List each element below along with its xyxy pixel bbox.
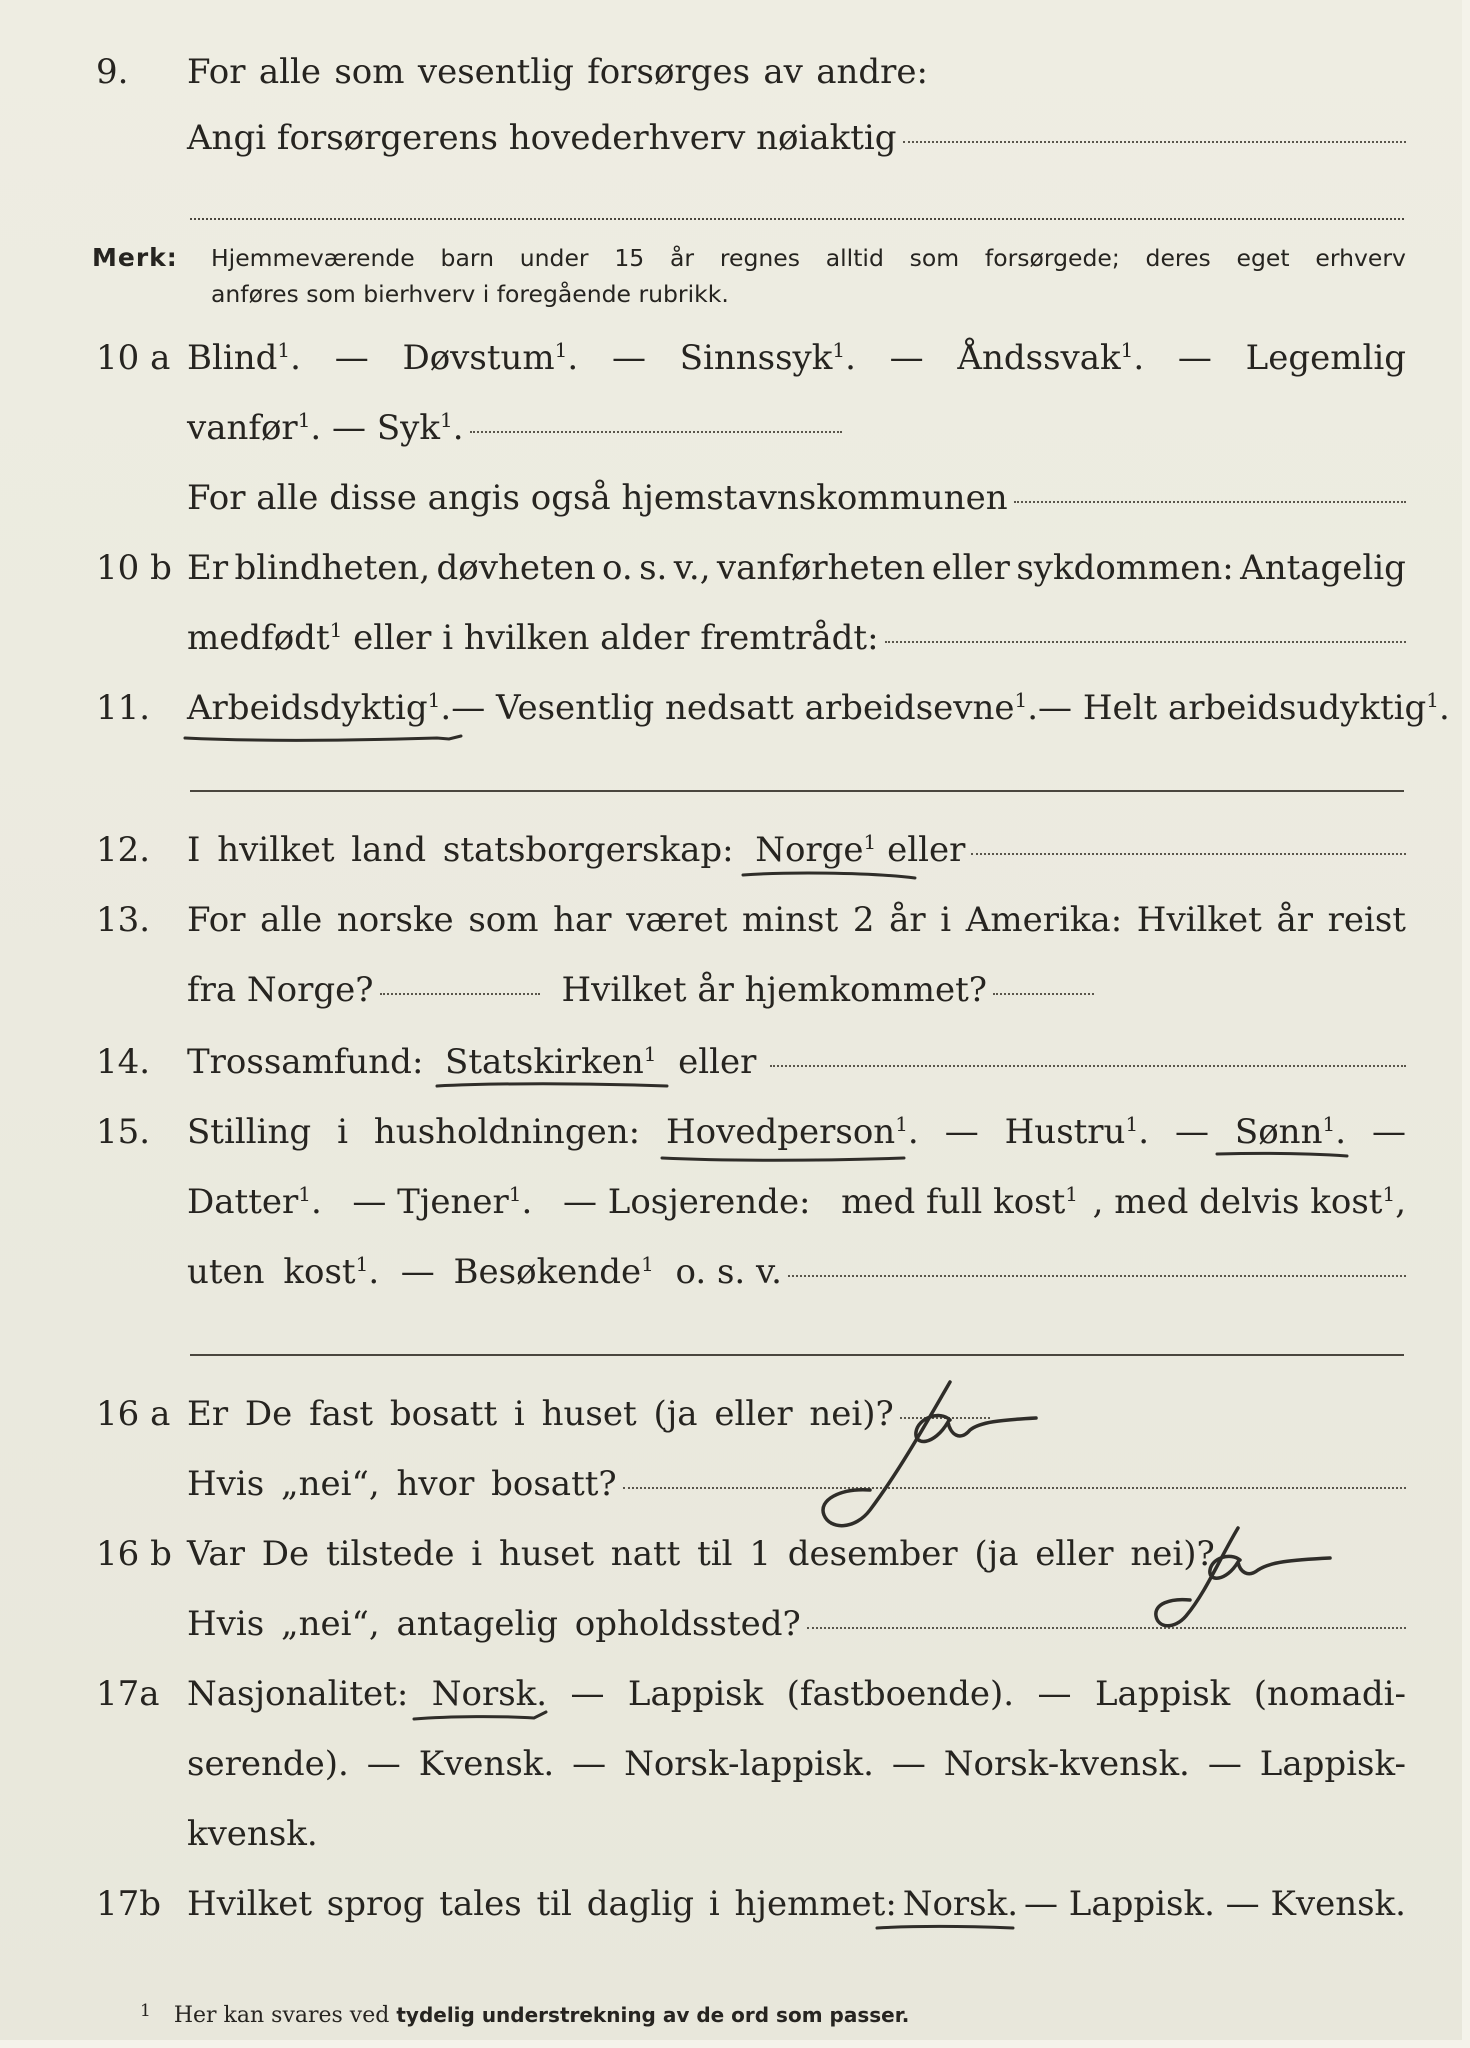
word: v., bbox=[673, 548, 711, 588]
question-15-line-2 bbox=[187, 1180, 1406, 1224]
word: o. bbox=[602, 548, 633, 588]
word: s. bbox=[639, 548, 668, 588]
question-17b-prompt: Hvilket sprog tales til daglig i hjemmet: bbox=[187, 1884, 897, 1924]
answer-field-10b[interactable] bbox=[885, 641, 1406, 643]
word: deres bbox=[1145, 244, 1211, 272]
word: år bbox=[670, 244, 695, 272]
answer-field-10a-hjemstavn[interactable] bbox=[1014, 501, 1406, 503]
merk-text-line-2: anføres som bierhverv i foregående rubrikk. bbox=[211, 280, 729, 308]
word: Amerika: bbox=[965, 900, 1123, 940]
word: — bbox=[889, 338, 924, 378]
word: norske bbox=[336, 900, 454, 940]
footnote-lead: Her kan svares ved bbox=[173, 2003, 390, 2028]
answer-field-15[interactable] bbox=[788, 1275, 1406, 1277]
word: vanførheten bbox=[716, 548, 926, 588]
word: — bbox=[366, 1744, 401, 1784]
option-lappisk-nomadiserende[interactable]: Lappisk bbox=[1094, 1674, 1231, 1714]
question-16a-bosatt-prompt: Hvis „nei“, hvor bosatt? bbox=[187, 1464, 617, 1504]
option-lappisk-kvensk-sprog: — Lappisk. — Kvensk. bbox=[1023, 1884, 1406, 1924]
question-14-line bbox=[187, 1040, 1406, 1084]
question-15-number: 15. bbox=[96, 1112, 151, 1152]
answer-field-13-hjemkommet[interactable] bbox=[993, 993, 1094, 995]
option-lappisk-fastboende[interactable]: Lappisk bbox=[627, 1674, 764, 1714]
question-9-line-2 bbox=[187, 116, 1406, 160]
word: — bbox=[1177, 338, 1212, 378]
question-12-line bbox=[187, 828, 1406, 872]
word: andre: bbox=[816, 52, 928, 92]
word: år bbox=[1276, 900, 1313, 940]
word: Blind$^1$. bbox=[187, 338, 301, 378]
option-arbeidsdyktig[interactable]: Arbeidsdyktig$^1$. bbox=[187, 686, 451, 730]
word: forsørgede; bbox=[984, 244, 1120, 272]
word: Er bbox=[187, 548, 229, 588]
word: reist bbox=[1327, 900, 1406, 940]
word: forsørges bbox=[587, 52, 751, 92]
word: som bbox=[468, 900, 539, 940]
answer-field-14[interactable] bbox=[770, 1065, 1406, 1067]
word: Hjemmeværende bbox=[211, 244, 415, 272]
option-hustru[interactable]: Hustru$^1$. bbox=[1004, 1112, 1149, 1152]
word: Norsk-kvensk. bbox=[943, 1744, 1190, 1784]
word: som bbox=[909, 244, 960, 272]
question-11-number: 11. bbox=[96, 688, 151, 728]
option-full-kost[interactable]: med full kost$^1$ bbox=[841, 1182, 1079, 1222]
question-15-line-3 bbox=[187, 1250, 1406, 1294]
word: i bbox=[940, 900, 952, 940]
word: — bbox=[611, 338, 646, 378]
question-16b-line-1 bbox=[187, 1532, 1215, 1576]
question-10a-number: 10 a bbox=[96, 338, 171, 378]
word: været bbox=[626, 900, 728, 940]
question-10b-number: 10 b bbox=[96, 548, 172, 588]
word: 2 bbox=[852, 900, 875, 940]
word: 15 bbox=[614, 244, 645, 272]
word: For bbox=[187, 900, 246, 940]
question-13-number: 13. bbox=[96, 900, 151, 940]
option-losjerende: — Losjerende: bbox=[562, 1182, 811, 1222]
answer-line-9-extra[interactable] bbox=[190, 218, 1404, 220]
merk-text-line-1 bbox=[211, 240, 1406, 276]
question-16b-prompt: Var De tilstede i huset natt til 1 desember (ja eller nei)? bbox=[187, 1534, 1215, 1574]
word: Antagelig bbox=[1240, 548, 1406, 588]
option-norsk-nasjonalitet[interactable]: Norsk. bbox=[432, 1672, 547, 1716]
question-16b-number: 16 b bbox=[96, 1534, 172, 1574]
answer-field-13-reist[interactable] bbox=[380, 993, 540, 995]
word: alltid bbox=[825, 244, 884, 272]
option-helt-arbeidsudyktig[interactable]: — Helt arbeidsudyktig$^1$. bbox=[1038, 688, 1450, 728]
word: — bbox=[1207, 1744, 1242, 1784]
question-16a-prompt: Er De fast bosatt i huset (ja eller nei)? bbox=[187, 1394, 894, 1434]
option-hovedperson[interactable]: Hovedperson$^1$. bbox=[666, 1110, 919, 1154]
word: som bbox=[334, 52, 405, 92]
question-15-osv: o. s. v. bbox=[675, 1252, 782, 1292]
answer-field-16b-opholdssted[interactable] bbox=[807, 1627, 1406, 1629]
question-13-line-2 bbox=[187, 968, 1094, 1012]
word: For bbox=[187, 52, 246, 92]
word: Lappisk- bbox=[1259, 1744, 1406, 1784]
answer-field-16a[interactable] bbox=[900, 1417, 990, 1419]
question-16a-line-2 bbox=[187, 1462, 1406, 1506]
answer-field-9[interactable] bbox=[903, 141, 1406, 143]
word: erhverv bbox=[1315, 244, 1406, 272]
word: har bbox=[553, 900, 612, 940]
question-10a-line-3 bbox=[187, 476, 1406, 520]
question-13-hjemkommet-prompt: Hvilket år hjemkommet? bbox=[561, 970, 988, 1010]
question-17a-line-1: Nasjonalitet: Norsk. — Lappisk (fastboende). — Lappisk (nomadi- bbox=[187, 1672, 1406, 1716]
page-edge-right bbox=[1462, 0, 1470, 2048]
question-17a-number: 17a bbox=[96, 1674, 160, 1714]
word: eget bbox=[1236, 244, 1290, 272]
question-9-number: 9. bbox=[96, 52, 129, 92]
question-16a-number: 16 a bbox=[96, 1394, 171, 1434]
question-13-line-1 bbox=[187, 898, 1406, 942]
question-14-eller: eller bbox=[678, 1042, 757, 1082]
question-12-number: 12. bbox=[96, 830, 151, 870]
option-vesentlig-nedsatt[interactable]: — Vesentlig nedsatt arbeidsevne$^1$. bbox=[451, 688, 1039, 728]
word: alle bbox=[258, 52, 321, 92]
word: blindheten, bbox=[234, 548, 431, 588]
question-17b-line bbox=[187, 1882, 1406, 1926]
question-16b-opholdssted-prompt: Hvis „nei“, antagelig opholdssted? bbox=[187, 1604, 801, 1644]
word: Norsk-lappisk. bbox=[624, 1744, 874, 1784]
footnote-bold: tydelig understrekning av de ord som passer. bbox=[396, 2003, 910, 2027]
word: av bbox=[763, 52, 803, 92]
answer-line-11[interactable] bbox=[190, 790, 1404, 792]
footnote bbox=[140, 1996, 909, 2031]
word: Legemlig bbox=[1245, 338, 1406, 378]
option-vanfor[interactable]: vanfør$^1$. bbox=[187, 408, 322, 448]
word: Sinnssyk$^1$. bbox=[679, 338, 856, 378]
question-10b-prompt: eller i hvilken alder fremtrådt: bbox=[353, 618, 879, 658]
option-uten-kost[interactable]: uten kost$^1$. bbox=[187, 1252, 380, 1292]
word: alle bbox=[260, 900, 323, 940]
word: barn bbox=[440, 244, 494, 272]
option-besokende[interactable]: — Besøkende$^1$ bbox=[400, 1252, 654, 1292]
word: Hvilket bbox=[1136, 900, 1262, 940]
question-17b-number: 17b bbox=[96, 1884, 162, 1924]
option-norsk-sprog[interactable]: Norsk. bbox=[903, 1882, 1018, 1926]
question-9-prompt: Angi forsørgerens hovederhverv nøiaktig bbox=[187, 118, 897, 158]
answer-field-12[interactable] bbox=[971, 853, 1406, 855]
word: år bbox=[889, 900, 926, 940]
merk-label: Merk: bbox=[92, 243, 178, 272]
word: minst bbox=[742, 900, 839, 940]
word: Åndssvak$^1$. bbox=[957, 338, 1145, 378]
word: — bbox=[334, 338, 369, 378]
option-sonn[interactable]: Sønn$^1$. bbox=[1235, 1110, 1346, 1154]
question-17a-line-2 bbox=[187, 1742, 1406, 1786]
question-16a-line-1 bbox=[187, 1392, 990, 1436]
question-10b-line-1 bbox=[187, 546, 1406, 590]
option-delvis-kost[interactable]: , med delvis kost$^1$, bbox=[1092, 1182, 1406, 1222]
word: Døvstum$^1$. bbox=[402, 338, 579, 378]
option-statskirken[interactable]: Statskirken$^1$ bbox=[445, 1040, 656, 1084]
question-10a-hjemstavn-prompt: For alle disse angis også hjemstavnskommunen bbox=[187, 478, 1008, 518]
footnote-mark: 1 bbox=[140, 2001, 151, 2021]
question-10b-line-2 bbox=[187, 616, 1406, 660]
question-14-prompt: Trossamfund: bbox=[187, 1042, 424, 1082]
word: — bbox=[891, 1744, 926, 1784]
question-9-line-1 bbox=[187, 50, 928, 94]
word: sykdommen: bbox=[1016, 548, 1234, 588]
question-16b-line-2 bbox=[187, 1602, 1406, 1646]
option-datter[interactable]: Datter$^1$. bbox=[187, 1182, 322, 1222]
word: under bbox=[519, 244, 589, 272]
question-17a-line-3 bbox=[187, 1812, 1406, 1856]
question-14-number: 14. bbox=[96, 1042, 151, 1082]
question-13-reist-prompt: fra Norge? bbox=[187, 970, 374, 1010]
word: regnes bbox=[719, 244, 800, 272]
word: — bbox=[572, 1744, 607, 1784]
word: vesentlig bbox=[417, 52, 574, 92]
question-11-line bbox=[187, 686, 1450, 730]
answer-field-16a-bosatt[interactable] bbox=[623, 1487, 1406, 1489]
answer-field-10a-syk[interactable] bbox=[470, 431, 842, 433]
option-tjener[interactable]: — Tjener$^1$. bbox=[352, 1182, 533, 1222]
answer-line-15-extra[interactable] bbox=[190, 1354, 1404, 1356]
option-syk[interactable]: — Syk$^1$. bbox=[332, 408, 464, 448]
question-10a-line-1 bbox=[187, 336, 1406, 380]
word: døvheten bbox=[436, 548, 596, 588]
option-lappisk-kvensk[interactable]: kvensk. bbox=[187, 1814, 318, 1854]
page-edge-bottom bbox=[0, 2040, 1470, 2048]
word: serende). bbox=[187, 1744, 349, 1784]
question-10a-line-2 bbox=[187, 406, 842, 450]
option-medfodt[interactable]: medfødt$^1$ bbox=[187, 618, 343, 658]
question-12-eller: eller bbox=[887, 830, 966, 870]
option-norge[interactable]: Norge$^1$ bbox=[755, 828, 876, 872]
word: eller bbox=[931, 548, 1010, 588]
word: Kvensk. bbox=[418, 1744, 555, 1784]
question-12-prompt: I hvilket land statsborgerskap: bbox=[187, 830, 734, 870]
question-15-line-1: Stilling i husholdningen: Hovedperson$^1$. — Hustru$^1$. — Sønn$^1$. — bbox=[187, 1110, 1406, 1154]
